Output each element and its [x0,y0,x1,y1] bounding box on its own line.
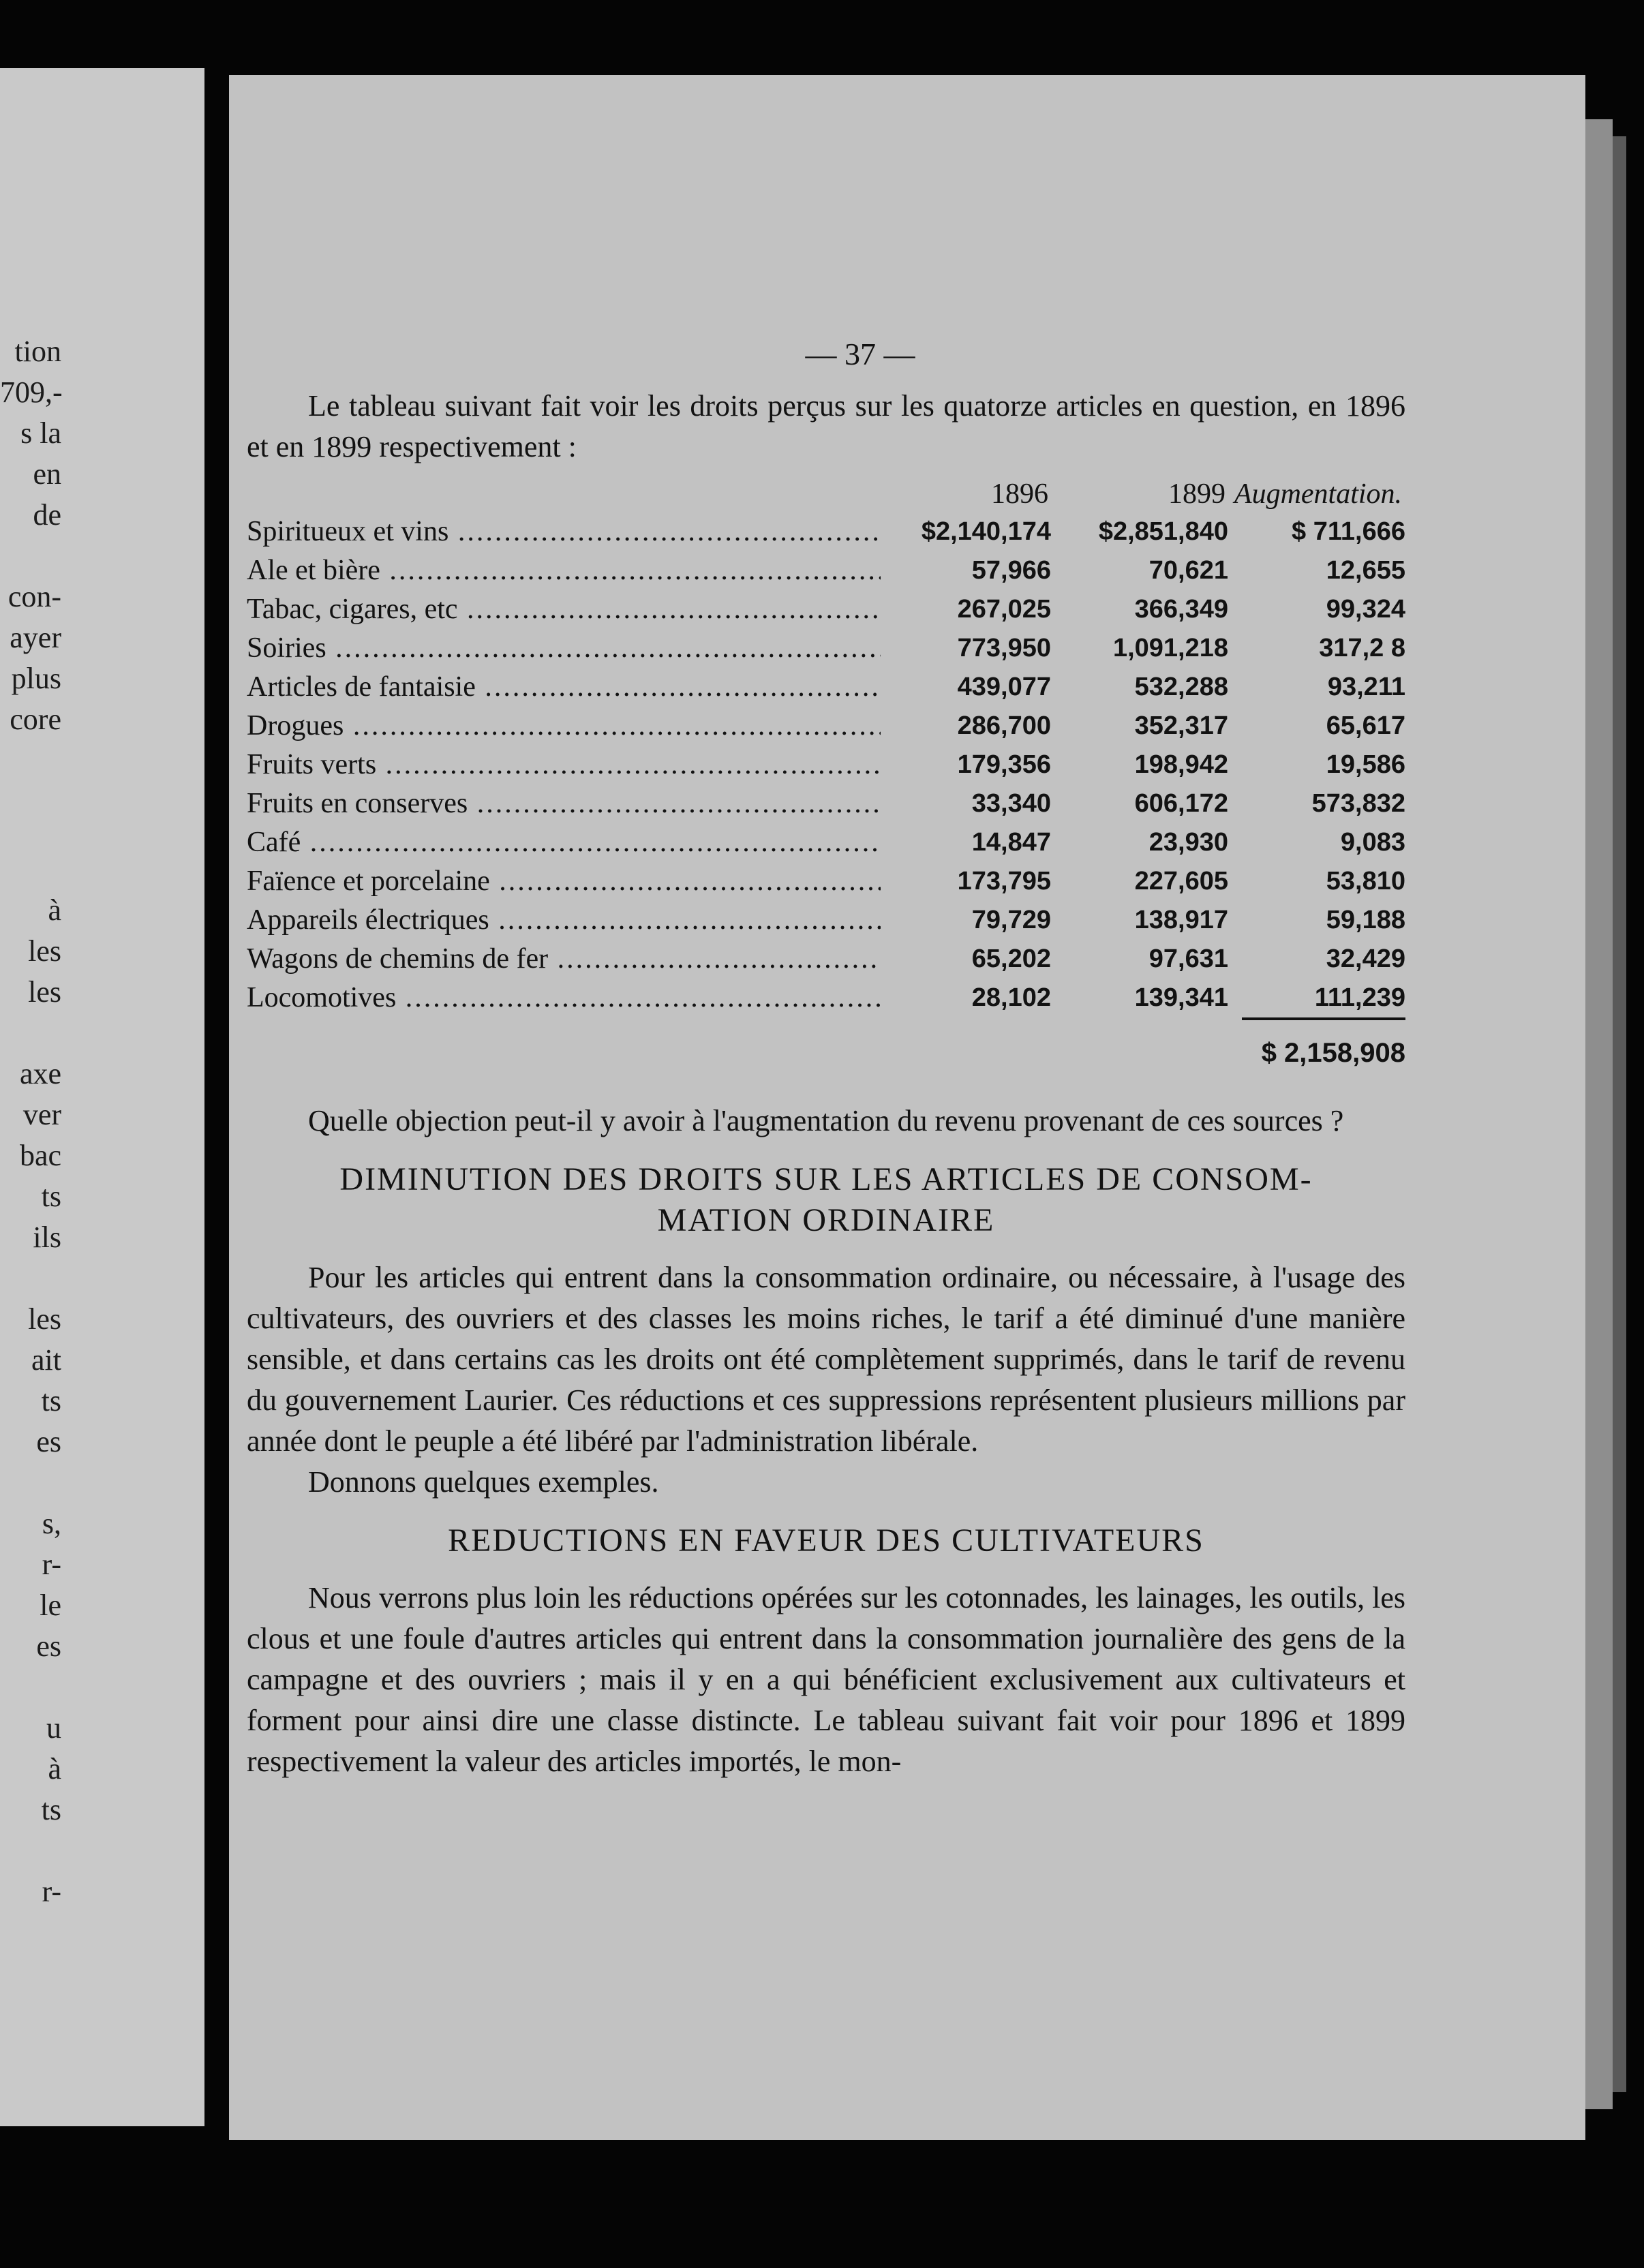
header-article [247,476,881,512]
article-cell [247,707,881,746]
increase-cell: 19,586 [1326,750,1405,779]
value-1896-cell: 179,356 [957,750,1051,779]
section-heading-line-2: MATION ORDINAIRE [657,1202,995,1238]
sum-rule-row [247,1017,1405,1020]
section-heading-diminution [247,1159,1405,1241]
article-label: Tabac, cigares, etc ..... [247,594,881,625]
increase-cell: 111,239 [1314,983,1405,1012]
article-cell [247,940,881,979]
increase-cell: 9,083 [1340,828,1405,857]
left-page-fragment-text: s la [20,416,61,450]
left-page-fragment-text: plus [11,662,61,695]
value-1896-cell: 286,700 [957,711,1051,740]
left-page-fragment-text: en [33,457,61,491]
article-label: Soiries ..... [247,632,881,664]
value-1896-cell: 79,729 [971,906,1051,934]
left-page-fragment-text: les [28,934,61,968]
article-cell [247,746,881,784]
left-page-fragment-text: bac [19,1139,61,1172]
section-heading-line-1: DIMINUTION DES DROITS SUR LES ARTICLES DE CONSOM- [339,1161,1313,1197]
article-label: Spiritueux et vins ..... [247,516,881,547]
left-page-fragment-text: ayer [10,621,61,654]
reductions-paragraph: Nous verrons plus loin les réductions opérées sur les cotonnades, les lainages, les outils, les clous et une foule d'autres articles qui entrent dans la consommation journalière des gens de la campagne et des ouvriers ; mais il y en a qui bénéficient exclusivement aux cultivateurs et forment pour ainsi dire une classe distincte. Le tableau suivant fait voir pour 1896 et 1899 respectivement la valeur des articles importés, le mon- [247,1581,1405,1778]
increase-cell: 99,324 [1326,595,1405,624]
increase-cell: 573,832 [1311,789,1405,818]
value-1899-cell: 198,942 [1134,750,1228,779]
left-page-fragment-text: ts [41,1793,61,1826]
article-cell [247,551,881,590]
examples-line: Donnons quelques exemples. [308,1465,659,1499]
value-1899-cell: 1,091,218 [1112,634,1228,662]
table-row [247,551,1405,590]
table-intro: Le tableau suivant fait voir les droits perçus sur les quatorze articles en question, en 1896 et en 1899 respectivement : [247,389,1405,463]
total-increase: $ 2,158,908 [1261,1038,1405,1068]
left-page-fragment-text: r- [42,1548,61,1581]
table-row [247,940,1405,979]
article-label: Café ..... [247,827,881,858]
page-number: — 37 — [805,337,915,371]
value-1899-cell: 606,172 [1134,789,1228,818]
article-label: Wagons de chemins de fer ..... [247,943,881,975]
article-cell [247,862,881,901]
left-page-fragment-text: con- [7,580,61,613]
table-row [247,979,1405,1017]
increase-cell: 32,429 [1326,945,1405,973]
table-row [247,629,1405,668]
left-page-fragment-text: ts [41,1180,61,1213]
value-1899-cell: 23,930 [1148,828,1228,857]
article-label: Faïence et porcelaine ..... [247,865,881,897]
table-row [247,707,1405,746]
duties-table [247,476,1405,1020]
article-cell [247,784,881,823]
value-1896-cell: 173,795 [957,867,1051,895]
left-page-fragment-text: es [36,1425,61,1458]
left-page-text [0,68,204,2126]
page-edge-shadow [1613,136,1626,2092]
sum-rule [1242,1017,1405,1020]
value-1899-cell: 227,605 [1134,867,1228,895]
increase-cell: 93,211 [1327,673,1405,701]
article-cell [247,979,881,1017]
increase-cell: 12,655 [1326,556,1405,585]
value-1899-cell: $2,851,840 [1098,517,1228,546]
value-1899-cell: 97,631 [1148,945,1228,973]
value-1899-cell: 532,288 [1134,673,1228,701]
left-page-fragment-text: core [10,703,61,736]
article-label: Drogues ..... [247,710,881,741]
value-1899-cell: 366,349 [1134,595,1228,624]
page-edge [1585,119,1613,2109]
increase-cell: 65,617 [1326,711,1405,740]
article-label: Locomotives ..... [247,982,881,1013]
left-page-fragment-text: les [28,975,61,1009]
value-1896-cell: 57,966 [971,556,1051,585]
value-1899-cell: 138,917 [1134,906,1228,934]
left-page-fragment-text: es [36,1629,61,1663]
increase-cell: 53,810 [1326,867,1405,895]
left-page-fragment-text: s, [42,1507,61,1540]
table-row [247,823,1405,862]
header-1899: 1899 [1168,478,1226,510]
article-cell [247,590,881,629]
left-page-fragment-text: de [33,498,61,532]
left-page-fragment-text: ils [33,1221,61,1254]
article-label: Ale et bière ..... [247,555,881,586]
increase-cell: $ 711,666 [1292,517,1405,546]
table-row [247,590,1405,629]
left-page-fragment-text: r- [42,1875,61,1908]
left-page-fragment [0,68,204,2126]
left-page-fragment-text: ver [22,1098,61,1131]
article-cell [247,668,881,707]
left-page-fragment-text: ts [41,1384,61,1418]
value-1899-cell: 70,621 [1148,556,1228,585]
diminution-paragraph: Pour les articles qui entrent dans la consommation ordinaire, ou nécessaire, à l'usage des cultivateurs, des ouvriers et des classes les moins riches, le tarif a été diminué d'une manière sensible, et dans certains cas les droits ont été complètement supprimés, dans le tarif de revenu du gouvernement Laurier. Ces réductions et ces suppressions représentent plusieurs millions par année dont le peuple a été libéré par l'administration libérale. [247,1261,1405,1458]
article-label: Fruits en conserves ..... [247,788,881,819]
value-1896-cell: 33,340 [971,789,1051,818]
header-increase: Augmentation. [1234,478,1403,510]
value-1899-cell: 139,341 [1134,983,1228,1012]
header-1896: 1896 [991,478,1048,510]
table-row [247,746,1405,784]
value-1896-cell: 65,202 [971,945,1051,973]
left-page-fragment-text: ait [31,1343,61,1377]
value-1896-cell: 28,102 [971,983,1051,1012]
left-page-fragment-text: le [40,1589,61,1622]
left-page-fragment-text: u [46,1711,61,1745]
table-row [247,862,1405,901]
left-page-fragment-text: tion [14,335,61,368]
section-heading-reductions: REDUCTIONS EN FAVEUR DES CULTIVATEURS [448,1522,1204,1559]
table-header-row [247,476,1405,512]
value-1896-cell: 439,077 [957,673,1051,701]
value-1896-cell: 267,025 [957,595,1051,624]
article-cell [247,512,881,551]
value-1896-cell: 14,847 [971,828,1051,857]
table-row [247,901,1405,940]
book-spine [204,68,229,2181]
value-1896-cell: 773,950 [957,634,1051,662]
article-label: Appareils électriques ..... [247,904,881,936]
question-paragraph: Quelle objection peut-il y avoir à l'augmentation du revenu provenant de ces sources ? [308,1104,1344,1137]
left-page-fragment-text: axe [19,1057,61,1090]
table-row [247,784,1405,823]
page-content [247,334,1405,1782]
article-cell [247,823,881,862]
article-cell [247,629,881,668]
value-1899-cell: 352,317 [1134,711,1228,740]
left-page-fragment-text: à [48,893,61,927]
article-label: Articles de fantaisie ..... [247,671,881,703]
left-page-fragment-text: 709,- [0,376,63,409]
table-row [247,668,1405,707]
increase-cell: 59,188 [1326,906,1405,934]
table-body [247,512,1405,1017]
table-row [247,512,1405,551]
article-cell [247,901,881,940]
article-label: Fruits verts ..... [247,749,881,780]
increase-cell: 317,2 8 [1319,634,1405,662]
left-page-fragment-text: les [28,1302,61,1336]
value-1896-cell: $2,140,174 [921,517,1051,546]
left-page-fragment-text: à [48,1752,61,1786]
